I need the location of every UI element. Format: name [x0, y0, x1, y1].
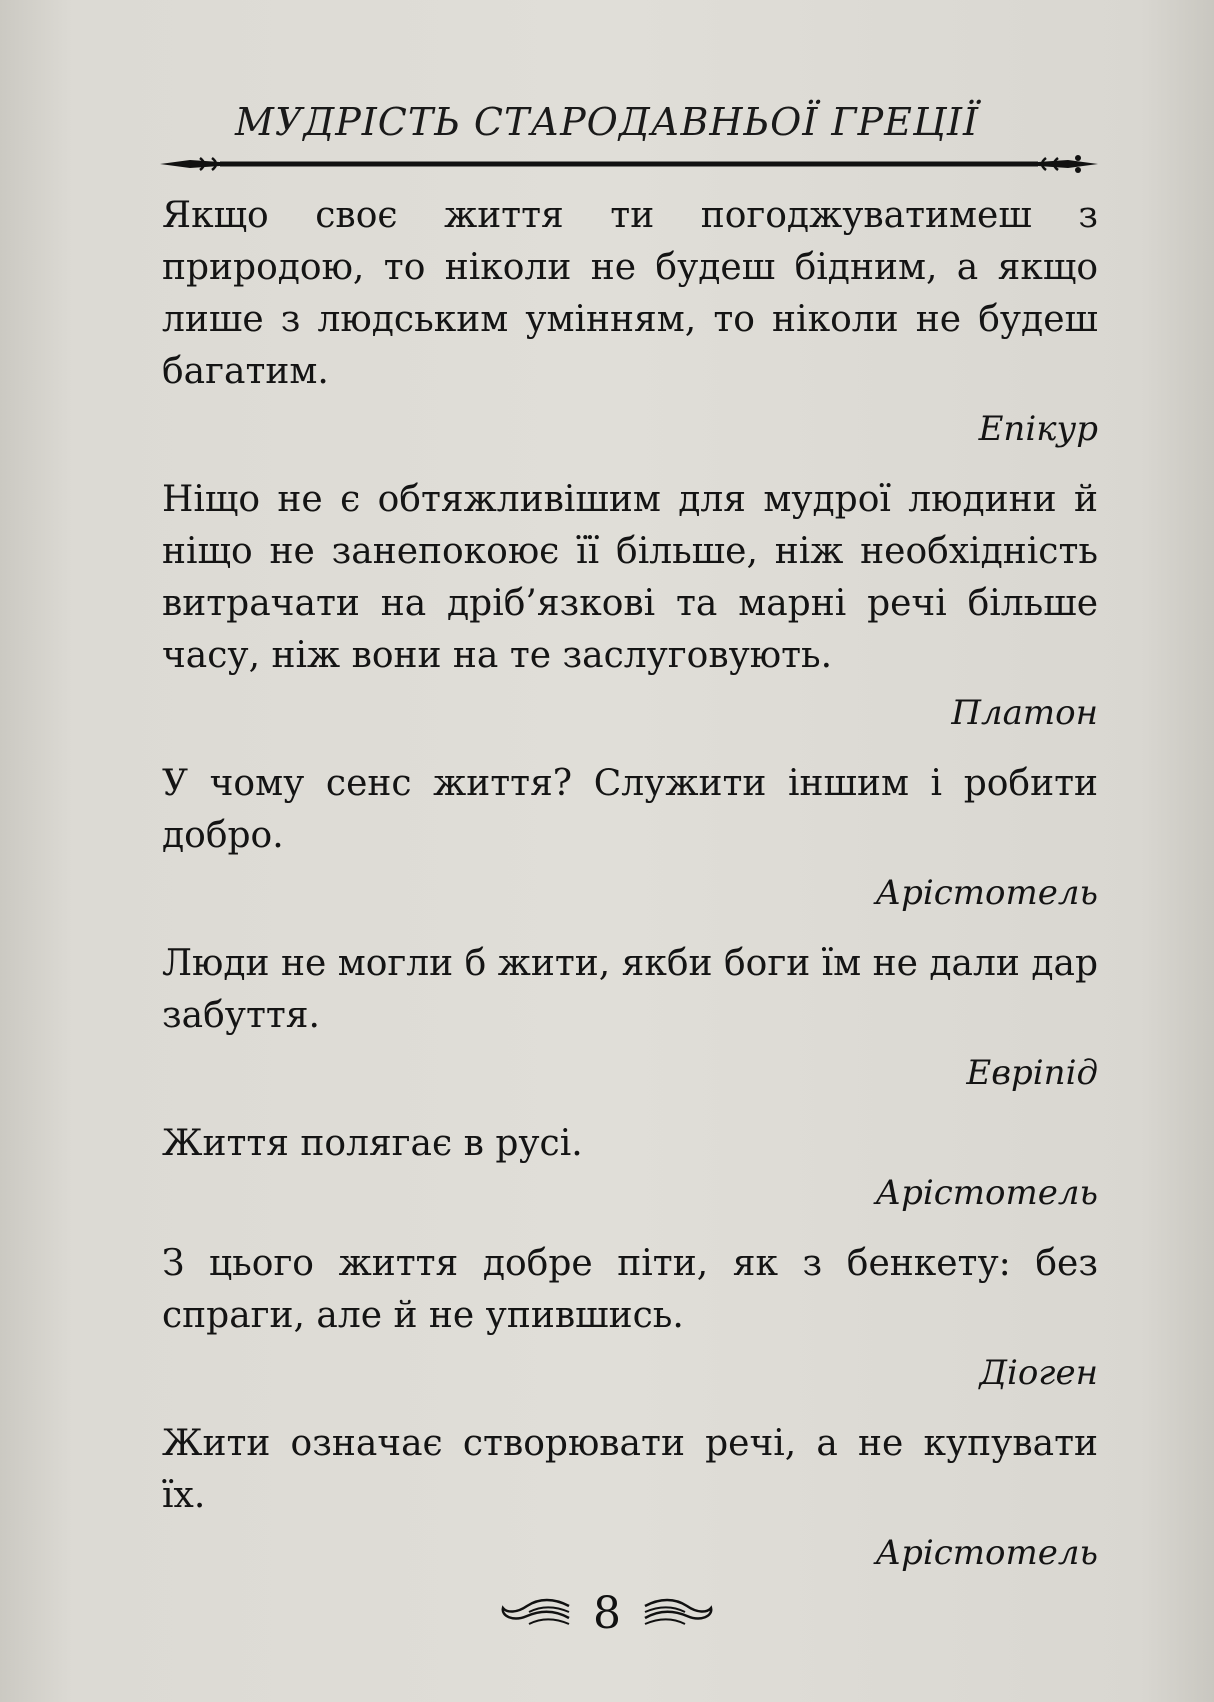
- quote-block: [162, 1118, 1098, 1216]
- quote-author: Арістотель: [875, 1173, 1098, 1213]
- wave-ornament-icon: [639, 1596, 715, 1630]
- quote-text: Якщо своє життя ти погоджуватимеш з природою, то ніколи не будеш бідним, а якщо лише з людським умінням, то ніколи не будеш багатим.: [162, 195, 1098, 392]
- quote-block: [162, 474, 1098, 736]
- page-footer: [0, 1578, 1214, 1648]
- quote-block: [162, 938, 1098, 1096]
- header-rule-ornament-icon: [160, 152, 1098, 176]
- wave-ornament-icon: [499, 1596, 575, 1630]
- quote-text: Люди не могли б жити, якби боги їм не дали дар забуття.: [162, 943, 1098, 1036]
- quote-block: [162, 1418, 1098, 1576]
- running-header-title: МУДРІСТЬ СТАРОДАВНЬОЇ ГРЕЦІЇ: [234, 100, 980, 144]
- quote-author: Арістотель: [875, 873, 1098, 913]
- quote-author: Діоген: [979, 1353, 1098, 1393]
- quote-author: Епікур: [978, 409, 1098, 449]
- quote-block: [162, 758, 1098, 916]
- quotes-list: [162, 190, 1098, 1598]
- quote-text: Ніщо не є обтяжливішим для мудрої людини й ніщо не занепокоює її більше, ніж необхідність витрачати на дріб’язкові та марні речі більше часу, ніж вони на те заслуговують.: [162, 479, 1098, 676]
- quote-author: Евріпід: [966, 1053, 1098, 1093]
- page-number: 8: [593, 1587, 621, 1639]
- quote-text: З цього життя добре піти, як з бенкету: без спраги, але й не упившись.: [162, 1243, 1098, 1336]
- quote-block: [162, 1238, 1098, 1396]
- quote-author: Платон: [951, 693, 1098, 733]
- quote-text: Життя полягає в русі.: [162, 1123, 583, 1164]
- quote-text: У чому сенс життя? Служити іншим і робити добро.: [162, 763, 1098, 856]
- quote-text: Жити означає створювати речі, а не купувати їх.: [162, 1423, 1098, 1516]
- quote-block: [162, 190, 1098, 452]
- quote-author: Арістотель: [875, 1533, 1098, 1573]
